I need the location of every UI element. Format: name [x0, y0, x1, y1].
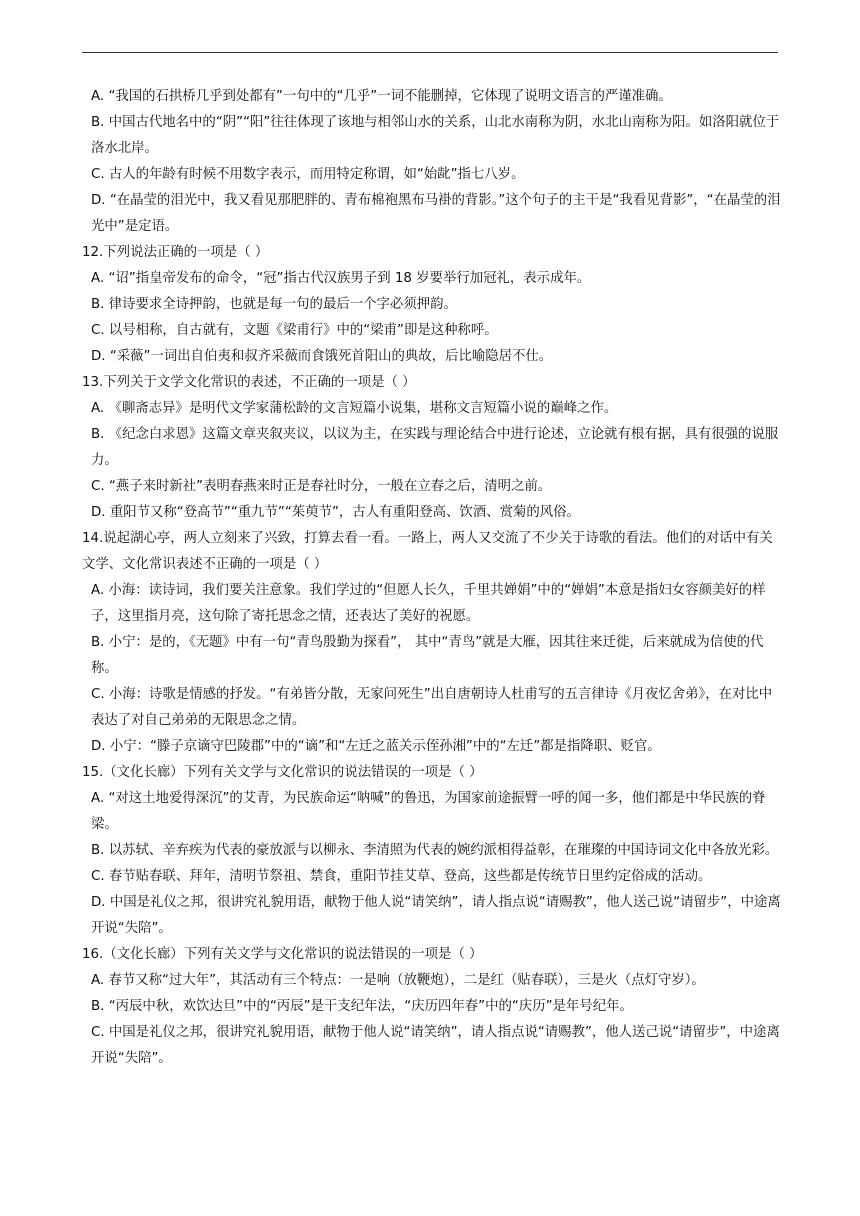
option-line: C. “燕子来时新社”表明春燕来时正是春社时分，一般在立春之后，清明之前。: [91, 479, 552, 494]
question-14-stem: 14.说起湖心亭，两人立刻来了兴致，打算去看一看。一路上，两人又交流了不少关于诗歌的看法。他们的对话中有关文学、文化常识表述不正确的一项是（ ）: [82, 531, 773, 572]
option-line: B. 律诗要求全诗押韵，也就是每一句的最后一个字必须押韵。: [91, 297, 457, 312]
option-line: D. 重阳节又称“登高节”“重九节”“茱萸节”，古人有重阳登高、饮酒、赏菊的风俗。: [91, 505, 580, 520]
option-line: D. “在晶莹的泪光中，我又看见那肥胖的、青布棉袍黑布马褂的背影。”这个句子的主干是“我看见背影”，“在晶莹的泪光中”是定语。: [91, 193, 781, 234]
option-line: A. 《聊斋志异》是明代文学家蒲松龄的文言短篇小说集，堪称文言短篇小说的巅峰之作。: [91, 401, 618, 416]
option-line: A. “对这土地爱得深沉”的艾青，为民族命运“呐喊”的鲁迅，为国家前途振臂一呼的闻一多，他们都是中华民族的脊梁。: [91, 791, 766, 832]
option-line: D. “采薇”一词出自伯夷和叔齐采薇而食饿死首阳山的典故，后比喻隐居不仕。: [91, 349, 553, 364]
option-line: D. 中国是礼仪之邦，很讲究礼貌用语，献物于他人说“请笑纳”，请人指点说“请赐教”，他人送己说“请留步”，中途离开说“失陪”。: [91, 895, 781, 936]
option-line: B. 《纪念白求恩》这篇文章夹叙夹议，以议为主，在实践与理论结合中进行论述，立论就有根有据，具有很强的说服力。: [91, 427, 779, 468]
option-line: C. 小海：诗歌是情感的抒发。“有弟皆分散，无家问死生”出自唐朝诗人杜甫写的五言律诗《月夜忆舍弟》，在对比中表达了对自己弟弟的无限思念之情。: [91, 687, 773, 728]
option-line: A. 小海：读诗词，我们要关注意象。我们学过的“但愿人长久，千里共婵娟”中的“婵娟”本意是指妇女容颜美好的样子，这里指月亮，这句除了寄托思念之情，还表达了美好的祝愿。: [91, 583, 766, 624]
question-15-stem: 15.（文化长廊）下列有关文学与文化常识的说法错误的一项是（ ）: [82, 765, 483, 780]
question-12-stem: 12.下列说法正确的一项是（ ）: [82, 245, 269, 260]
option-line: A. “诏”指皇帝发布的命令，“冠”指古代汉族男子到 18 岁要举行加冠礼，表示成年。: [91, 271, 591, 286]
question-13-stem: 13.下列关于文学文化常识的表述，不正确的一项是（ ）: [82, 375, 416, 390]
option-line: B. 小宁：是的，《无题》中有一句“青鸟殷勤为探看”， 其中“青鸟”就是大雁，因其往来迁徙，后来就成为信使的代称。: [91, 635, 764, 676]
option-line: A. “我国的石拱桥几乎到处都有”一句中的“几乎”一词不能删掉，它体现了说明文语言的严谨准确。: [91, 89, 672, 104]
option-line: B. 以苏轼、辛弃疾为代表的豪放派与以柳永、李清照为代表的婉约派相得益彰，在璀璨的中国诗词文化中各放光彩。: [91, 843, 779, 858]
header-rule: [82, 52, 778, 53]
question-16-stem: 16.（文化长廊）下列有关文学与文化常识的说法错误的一项是（ ）: [82, 947, 483, 962]
option-line: C. 以号相称，自古就有，文题《梁甫行》中的“梁甫”即是这种称呼。: [91, 323, 498, 338]
option-line: A. 春节又称“过大年”，其活动有三个特点：一是响（放鞭炮），二是红（贴春联），三是火（点灯守岁）。: [91, 973, 705, 988]
option-line: C. 春节贴春联、拜年，清明节祭祖、禁食，重阳节挂艾草、登高，这些都是传统节日里约定俗成的活动。: [91, 869, 712, 884]
option-line: B. “丙辰中秋，欢饮达旦”中的“丙辰”是干支纪年法，“庆历四年春”中的“庆历”是年号纪年。: [91, 999, 633, 1014]
option-line: C. 古人的年龄有时候不用数字表示，而用特定称谓，如“始龀”指七八岁。: [91, 167, 525, 182]
option-line: B. 中国古代地名中的“阴”“阳”往往体现了该地与相邻山水的关系，山北水南称为阴，水北山南称为阳。如洛阳就位于洛水北岸。: [91, 115, 780, 156]
option-line: C. 中国是礼仪之邦，很讲究礼貌用语，献物于他人说“请笑纳”，请人指点说“请赐教”，他人送己说“请留步”，中途离开说“失陪”。: [91, 1025, 780, 1066]
option-line: D. 小宁：“滕子京谪守巴陵郡”中的“谪”和“左迁之蓝关示侄孙湘”中的“左迁”都是指降职、贬官。: [91, 739, 661, 754]
document-body: [82, 84, 782, 1072]
